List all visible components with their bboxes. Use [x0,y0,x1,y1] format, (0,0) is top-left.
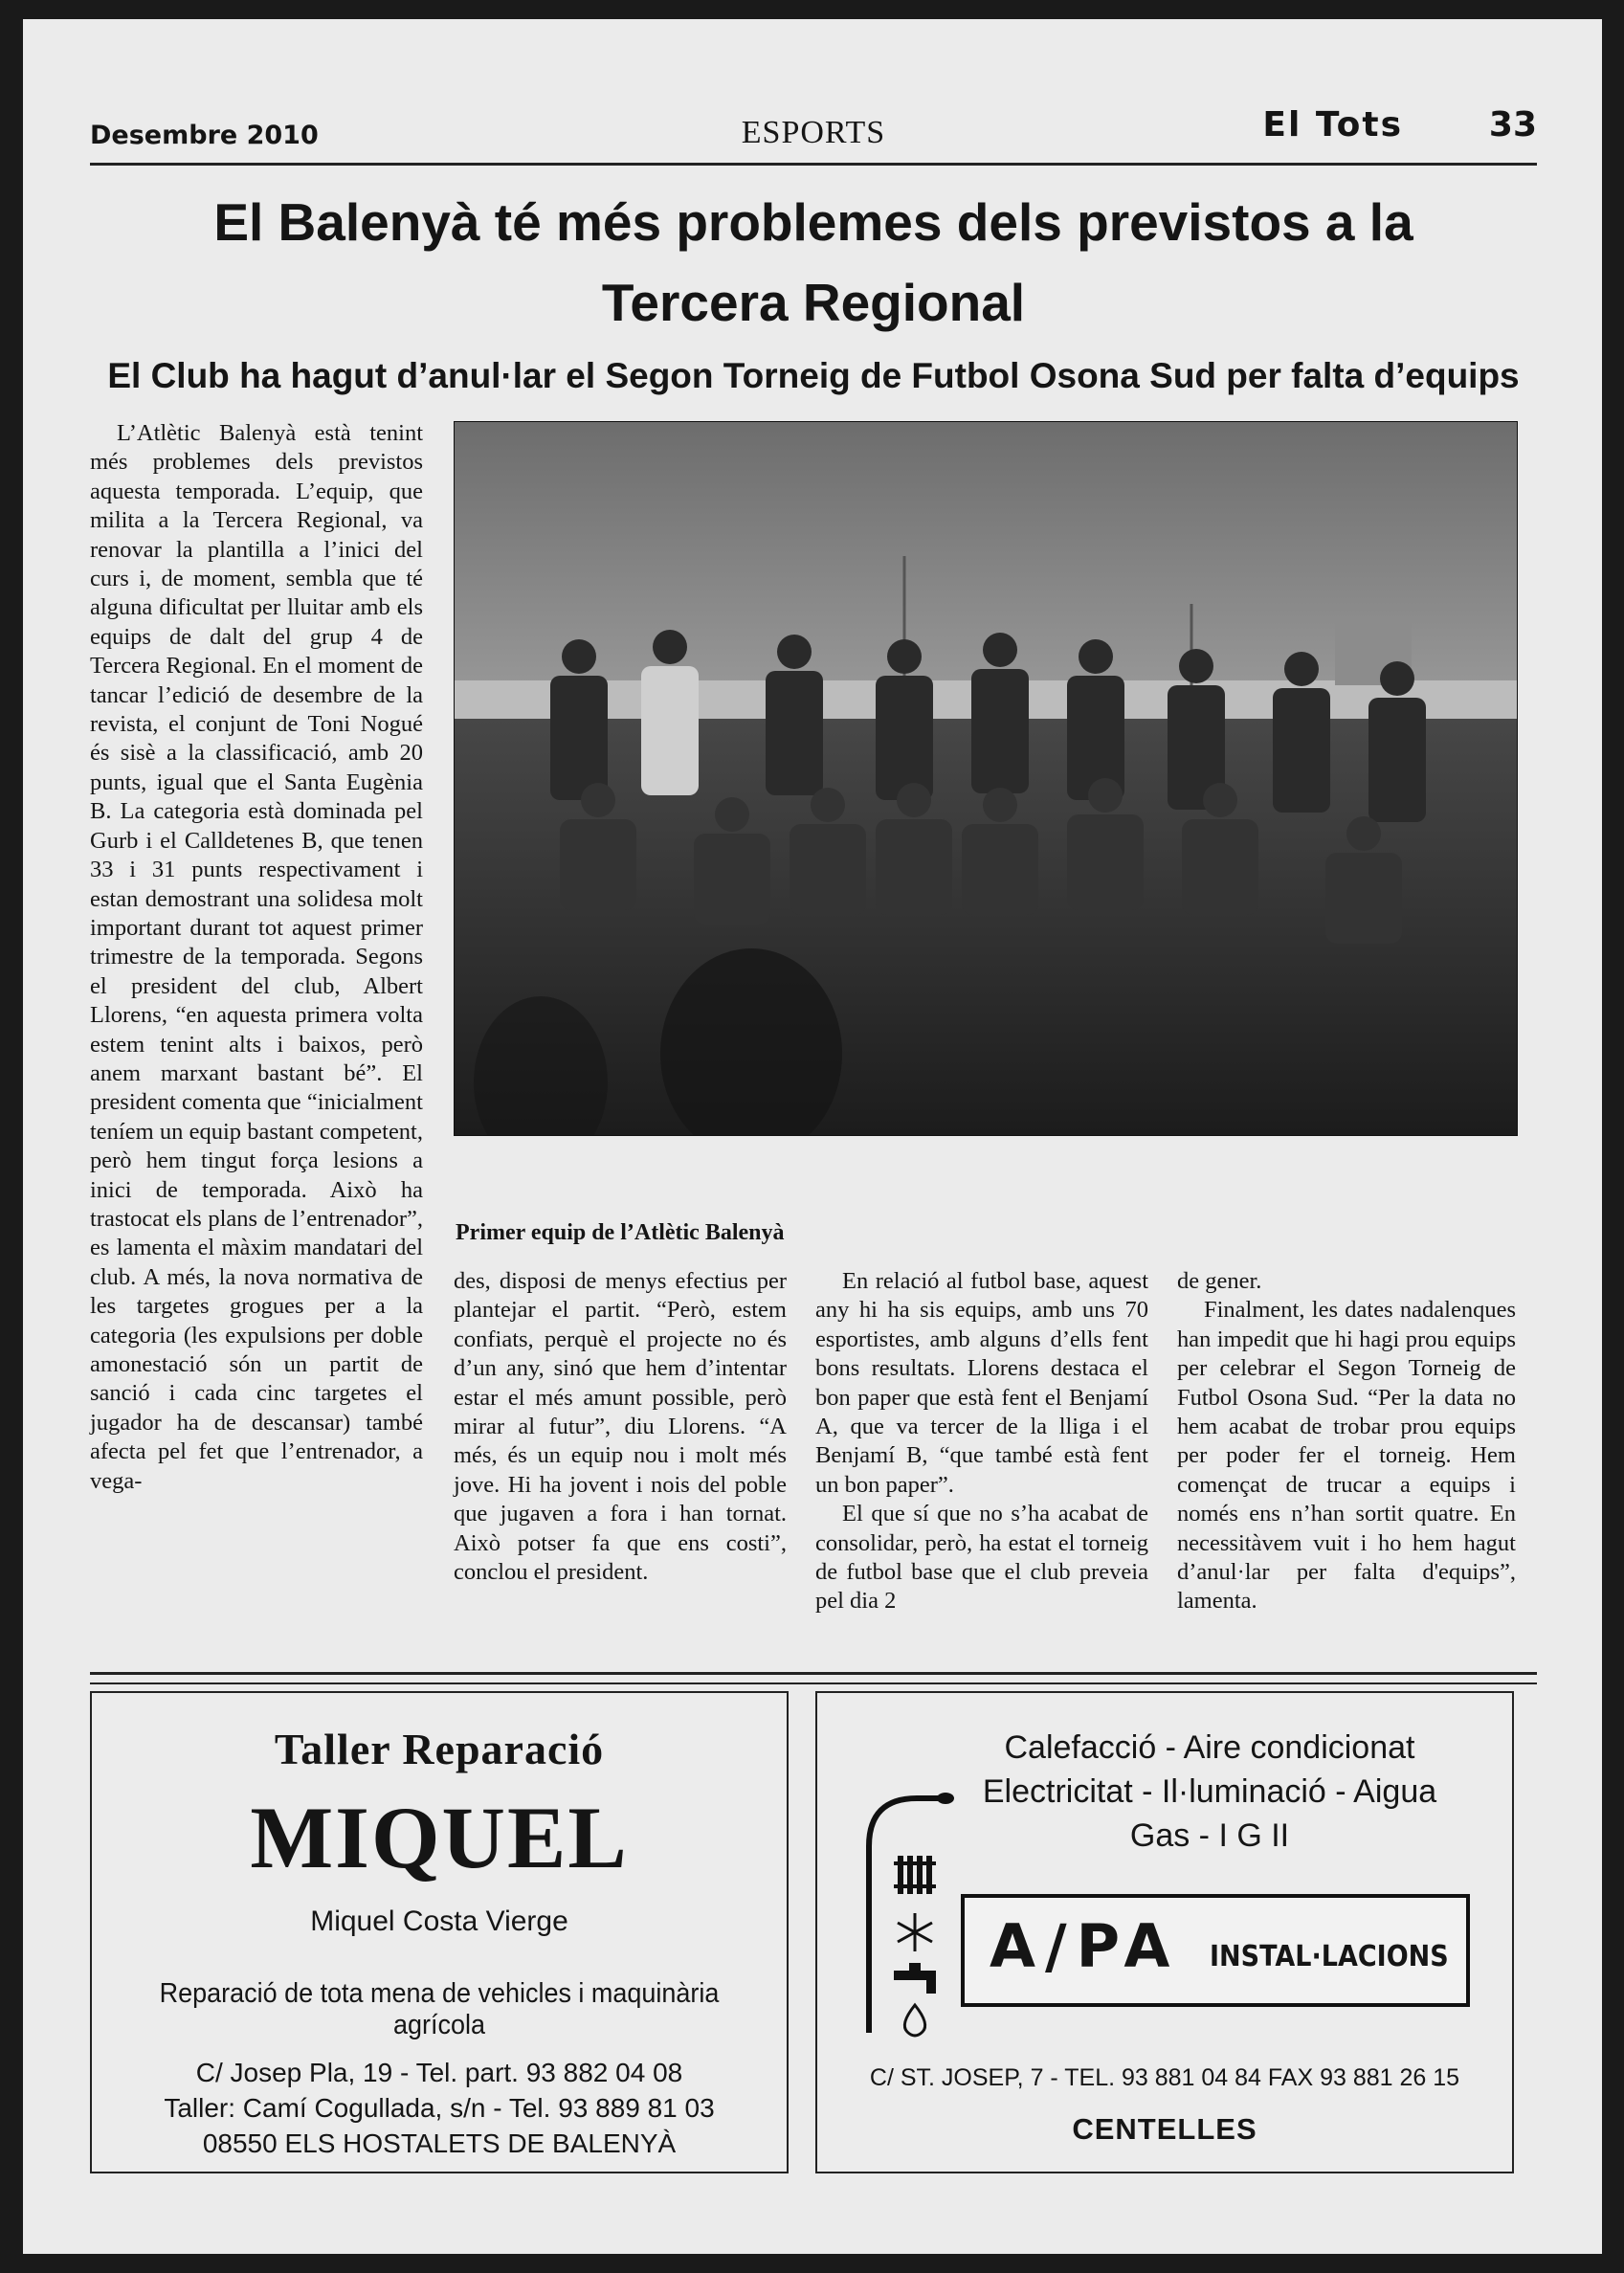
article-column-1 [90,419,423,1496]
ad-taller-address-line-3: 08550 ELS HOSTALETS DE BALENYÀ [202,2128,677,2158]
ad-taller-address-line-1: C/ Josep Pla, 19 - Tel. part. 93 882 04 08 [195,2058,683,2087]
ad-taller-name: MIQUEL [250,1789,629,1886]
snowflake-icon [898,1913,932,1951]
issue-date: Desembre 2010 [90,121,319,150]
magazine-name: El Tots [1262,105,1403,145]
headline-line-2: Tercera Regional [601,273,1026,332]
ad-aspa-services-line-2: Electricitat - Il·luminació - Aigua [982,1773,1437,1810]
ad-taller-owner: Miquel Costa Vierge [310,1905,568,1937]
ad-taller-miquel [90,1691,789,2173]
team-photo-illustration [455,422,1517,1135]
ad-aspa-services-line-1: Calefacció - Aire condicionat [1004,1729,1415,1766]
column-3-paragraph-2: El que sí que no s’ha acabat de consolidar, però, ha estat el torneig de futbol base que el club preveia pel dia 2 [815,1501,1148,1615]
team-photo [454,421,1518,1136]
column-4-paragraph-1: de gener. [1177,1268,1262,1294]
page-header [90,94,1537,166]
article-column-4 [1177,1267,1516,1616]
column-2-paragraph-1: des, disposi de menys efectius per plantejar el partit. “Però, estem confiats, perquè el projecte no és d’un any, sinó que hem d’intentar estar el més amunt possible, però mirar al futur”, diu Llorens. “A més, és un equip nou i molt més jove. Hi ha jovent i nois del poble que jugaven a fora i han tornat. Això potser fa que ens costi”, conclou el president. [454,1268,787,1586]
headline-line-1: El Balenyà té més problemes dels previstos a la [213,192,1413,252]
photo-caption: Primer equip de l’Atlètic Balenyà [456,1220,785,1245]
ads-divider [90,1672,1537,1684]
ad-taller-address [92,2055,787,2161]
article-headline [90,182,1537,343]
article-column-2 [454,1267,787,1587]
flame-icon [904,2005,924,2036]
faucet-icon [894,1963,936,1994]
radiator-icon [894,1856,936,1894]
ad-taller-address-line-2: Taller: Camí Cogullada, s/n - Tel. 93 889 81 03 [164,2093,715,2123]
utility-icons [850,1779,955,2038]
ad-aspa-town: CENTELLES [1072,2112,1257,2146]
article-column-3 [815,1267,1148,1616]
section-title: ESPORTS [741,115,886,150]
column-1-paragraph-1: L’Atlètic Balenyà està tenint més problemes dels previstos aquesta temporada. L’equip, que milita a la Tercera Regional, va renovar la plantilla a l’inici del curs i, de moment, sembla que té alguna dificultat per lluitar amb els equips de dalt del grup 4 de Tercera Regional. En el moment de tancar l’edició de desembre de la revista, el conjunt de Toni Nogué és sisè a la classificació, amb 20 punts, igual que el Santa Eugènia B. La categoria està dominada pel Gurb i el Calldetenes B, que tenen 33 i 31 punts respectivament i estan demostrant una solidesa molt important durant tot aquest primer trimestre de la temporada. Segons el president del club, Albert Llorens, “en aquesta primera volta estem tenint alts i baixos, però anem marxant bastant bé”. El president comenta que “inicialment teníem un equip bastant competent, però hem tingut força lesions a inici de temporada. Això ha trastocat els plans de l’entrenador”, es lamenta el màxim mandatari del club. A més, la nova normativa de les targetes grogues per a la categoria (les expulsions per doble amonestació són un partit de sanció i cada cinc targetes el jugador ha de descansar) també afecta pel fet que l’entrenador, a vega- [90,420,423,1494]
page-number: 33 [1488,105,1537,145]
article-subheadline: El Club ha hagut d’anul·lar el Segon Torneig de Futbol Osona Sud per falta d’equips [107,356,1520,395]
ad-aspa-address: C/ ST. JOSEP, 7 - TEL. 93 881 04 84 FAX 93 881 26 15 [869,2064,1460,2091]
ad-taller-description: Reparació de tota mena de vehicles i maquinària agrícola [159,1978,720,2040]
ad-taller-title: Taller Reparació [274,1725,605,1773]
column-3-paragraph-1: En relació al futbol base, aquest any hi ha sis equips, amb uns 70 esportistes, amb alguns d’ells fent bons resultats. Llorens destaca el bon paper que està fent el Benjamí A, que va tercer de la lliga i el Benjamí B, “que també està fent un bon paper”. [815,1268,1148,1498]
column-4-paragraph-2: Finalment, les dates nadalenques han impedit que hi hagi prou equips per celebrar el Segon Torneig de Futbol Osona Sud. “Per la data no hem acabat de trobar prou equips per poder fer el torneig. Hem començat de trucar a equips i només ens n’han sortit quatre. En necessitàvem vuit i ho hem hagut d’anul·lar per falta d'equips”, lamenta. [1177,1297,1516,1615]
ad-aspa-logo-suffix: INSTAL·LACIONS [1210,1940,1449,1973]
ad-aspa-services-line-3: Gas - I G II [1129,1817,1290,1854]
lamp-post-icon [869,1798,941,2033]
ad-aspa-instalacions [815,1691,1514,2173]
magazine-page [23,19,1602,2254]
ad-aspa-logo: A/PA [990,1911,1180,1981]
ad-aspa-services [932,1726,1487,1858]
ad-aspa-logo-box [961,1894,1470,2007]
